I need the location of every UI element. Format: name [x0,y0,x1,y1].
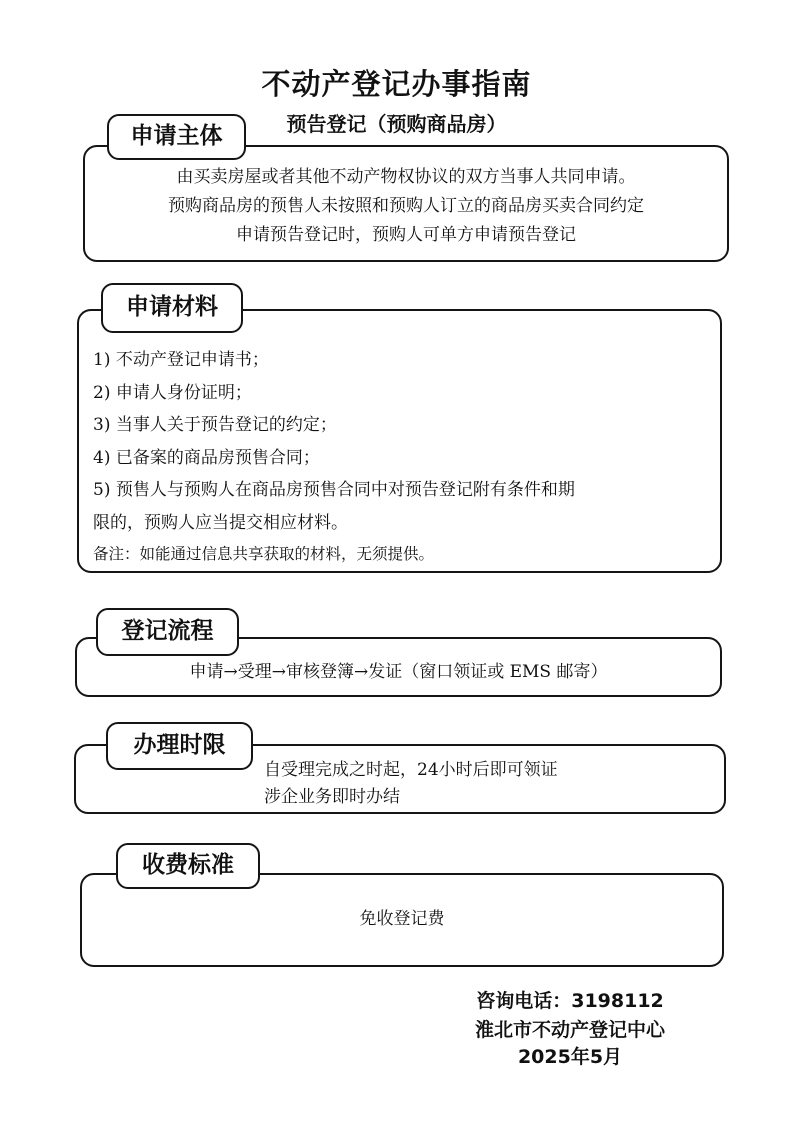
materials-tab: 申请材料 [101,283,243,333]
materials-item: 3) 当事人关于预告登记的约定； [93,415,337,436]
page-title: 不动产登记办事指南 [261,67,532,101]
applicant-line: 预购商品房的预售人未按照和预购人订立的商品房买卖合同约定 [168,196,644,216]
fees-text: 免收登记费 [359,909,445,929]
timelimit-line: 自受理完成之时起，24小时后即可领证 [264,760,558,780]
materials-item: 限的，预购人应当提交相应材料。 [93,512,348,533]
materials-note: 备注：如能通过信息共享获取的材料，无须提供。 [93,544,435,563]
materials-list [93,344,575,568]
materials-item: 1) 不动产登记申请书； [93,350,269,370]
footer-date: 2025年5月 [517,1046,623,1068]
timelimit-line: 涉企业务即时办结 [264,787,400,807]
page-subtitle: 预告登记（预购商品房） [286,112,507,136]
footer-phone: 咨询电话：3198112 [476,990,664,1012]
applicant-line: 由买卖房屋或者其他不动产物权协议的双方当事人共同申请。 [176,167,636,187]
materials-item: 5) 预售人与预购人在商品房预售合同中对预告登记附有条件和期 [93,480,575,501]
applicant-line: 申请预告登记时，预购人可单方申请预告登记 [236,225,576,245]
timelimit-text [264,757,558,811]
materials-item: 2) 申请人身份证明； [93,382,252,403]
fees-tab: 收费标准 [116,843,260,889]
footer-org: 淮北市不动产登记中心 [474,1019,665,1041]
applicant-tab: 申请主体 [107,114,246,160]
timelimit-tab: 办理时限 [106,722,253,770]
process-text: 申请→受理→审核登簿→发证（窗口领证或 EMS 邮寄） [189,662,608,682]
materials-item: 4) 已备案的商品房预售合同； [93,447,320,468]
process-tab: 登记流程 [96,608,239,656]
applicant-text [83,163,729,250]
